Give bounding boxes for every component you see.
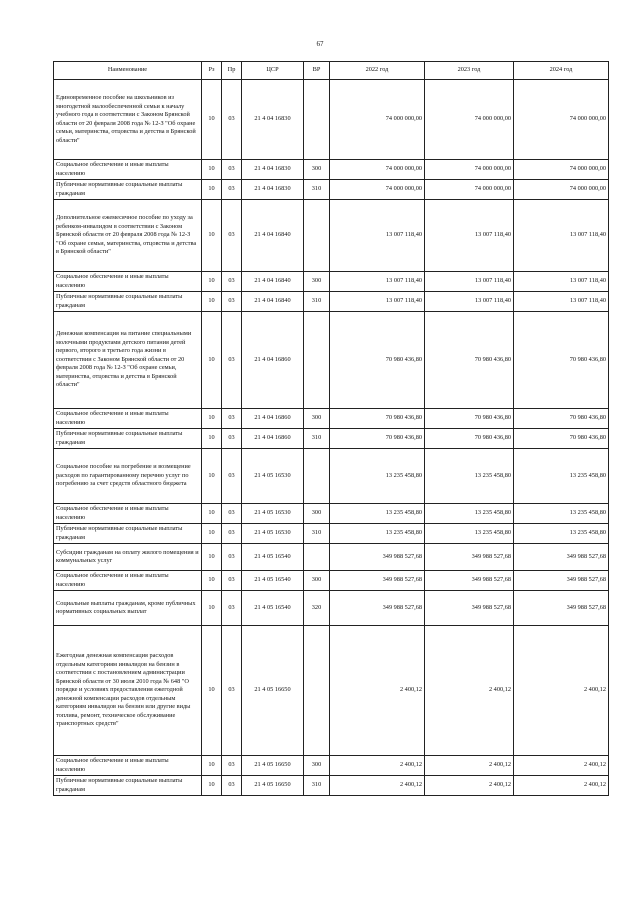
table-row bbox=[54, 449, 609, 504]
row-2024: 70 980 436,80 bbox=[514, 312, 609, 409]
row-2024: 13 235 458,80 bbox=[514, 504, 609, 524]
table-row bbox=[54, 544, 609, 571]
row-rz: 10 bbox=[202, 626, 222, 756]
row-rz: 10 bbox=[202, 409, 222, 429]
header-vr: ВР bbox=[304, 62, 330, 80]
row-pr: 03 bbox=[222, 756, 242, 776]
row-2024: 13 235 458,80 bbox=[514, 524, 609, 544]
row-name: Публичные нормативные социальные выплаты гражданам bbox=[54, 524, 202, 544]
row-pr: 03 bbox=[222, 449, 242, 504]
table-row bbox=[54, 429, 609, 449]
row-rz: 10 bbox=[202, 160, 222, 180]
row-pr: 03 bbox=[222, 160, 242, 180]
row-name: Социальное обеспечение и иные выплаты населению bbox=[54, 504, 202, 524]
row-pr: 03 bbox=[222, 524, 242, 544]
row-2022: 74 000 000,00 bbox=[330, 80, 425, 160]
row-pr: 03 bbox=[222, 409, 242, 429]
row-pr: 03 bbox=[222, 429, 242, 449]
row-2022: 13 235 458,80 bbox=[330, 449, 425, 504]
row-2024: 349 988 527,68 bbox=[514, 591, 609, 626]
row-name: Единовременное пособие на школьников из многодетной малообеспеченной семьи к началу учебного года в соответствии с Законом Брянской области от 20 февраля 2008 года № 12-З "Об охране семьи, материнства, отцовства и детства в Брянской области" bbox=[54, 80, 202, 160]
row-rz: 10 bbox=[202, 292, 222, 312]
table-row bbox=[54, 312, 609, 409]
header-2024: 2024 год bbox=[514, 62, 609, 80]
row-pr: 03 bbox=[222, 312, 242, 409]
row-pr: 03 bbox=[222, 292, 242, 312]
row-2024: 2 400,12 bbox=[514, 776, 609, 796]
row-rz: 10 bbox=[202, 504, 222, 524]
row-vr: 310 bbox=[304, 524, 330, 544]
row-2023: 349 988 527,68 bbox=[425, 571, 514, 591]
row-2022: 70 980 436,80 bbox=[330, 312, 425, 409]
row-2024: 13 007 118,40 bbox=[514, 272, 609, 292]
row-2023: 74 000 000,00 bbox=[425, 80, 514, 160]
row-vr bbox=[304, 449, 330, 504]
budget-table bbox=[53, 61, 609, 796]
table-row bbox=[54, 524, 609, 544]
table-row bbox=[54, 591, 609, 626]
row-pr: 03 bbox=[222, 80, 242, 160]
row-2022: 349 988 527,68 bbox=[330, 591, 425, 626]
row-2023: 13 235 458,80 bbox=[425, 449, 514, 504]
row-2022: 2 400,12 bbox=[330, 776, 425, 796]
row-name: Социальное обеспечение и иные выплаты населению bbox=[54, 160, 202, 180]
row-csr: 21 4 05 16530 bbox=[242, 524, 304, 544]
row-2023: 13 007 118,40 bbox=[425, 292, 514, 312]
row-vr: 300 bbox=[304, 504, 330, 524]
row-name: Субсидии гражданам на оплату жилого помещения и коммунальных услуг bbox=[54, 544, 202, 571]
row-csr: 21 4 05 16540 bbox=[242, 571, 304, 591]
row-name: Социальное обеспечение и иные выплаты населению bbox=[54, 756, 202, 776]
row-csr: 21 4 04 16860 bbox=[242, 429, 304, 449]
row-2024: 74 000 000,00 bbox=[514, 80, 609, 160]
row-2024: 2 400,12 bbox=[514, 756, 609, 776]
row-2023: 70 980 436,80 bbox=[425, 409, 514, 429]
row-2022: 13 007 118,40 bbox=[330, 200, 425, 272]
row-2023: 70 980 436,80 bbox=[425, 312, 514, 409]
row-2022: 70 980 436,80 bbox=[330, 409, 425, 429]
header-name: Наименование bbox=[54, 62, 202, 80]
table-row bbox=[54, 776, 609, 796]
row-pr: 03 bbox=[222, 544, 242, 571]
header-pr: Пр bbox=[222, 62, 242, 80]
row-2024: 13 007 118,40 bbox=[514, 200, 609, 272]
row-csr: 21 4 04 16830 bbox=[242, 80, 304, 160]
row-pr: 03 bbox=[222, 504, 242, 524]
row-rz: 10 bbox=[202, 524, 222, 544]
row-2022: 349 988 527,68 bbox=[330, 571, 425, 591]
row-name: Социальные выплаты гражданам, кроме публичных нормативных социальных выплат bbox=[54, 591, 202, 626]
header-2023: 2023 год bbox=[425, 62, 514, 80]
table-row bbox=[54, 160, 609, 180]
row-pr: 03 bbox=[222, 626, 242, 756]
row-pr: 03 bbox=[222, 180, 242, 200]
header-2022: 2022 год bbox=[330, 62, 425, 80]
row-vr: 320 bbox=[304, 591, 330, 626]
row-csr: 21 4 04 16840 bbox=[242, 292, 304, 312]
row-2023: 74 000 000,00 bbox=[425, 160, 514, 180]
row-vr: 300 bbox=[304, 756, 330, 776]
row-pr: 03 bbox=[222, 571, 242, 591]
row-name: Денежная компенсация на питание специальными молочными продуктами детского питания детей первого, второго и третьего года жизни в соответствии с Законом Брянской области от 20 февраля 2008 года № 12-З "Об охране семьи, материнства, отцовства и детства в Брянской области" bbox=[54, 312, 202, 409]
row-2023: 13 235 458,80 bbox=[425, 524, 514, 544]
row-2023: 2 400,12 bbox=[425, 756, 514, 776]
row-csr: 21 4 05 16540 bbox=[242, 544, 304, 571]
row-vr: 310 bbox=[304, 292, 330, 312]
row-2024: 13 007 118,40 bbox=[514, 292, 609, 312]
row-pr: 03 bbox=[222, 776, 242, 796]
row-rz: 10 bbox=[202, 756, 222, 776]
table-row bbox=[54, 80, 609, 160]
row-2023: 2 400,12 bbox=[425, 776, 514, 796]
row-vr: 310 bbox=[304, 429, 330, 449]
row-2023: 349 988 527,68 bbox=[425, 591, 514, 626]
row-pr: 03 bbox=[222, 591, 242, 626]
row-rz: 10 bbox=[202, 776, 222, 796]
row-2022: 2 400,12 bbox=[330, 626, 425, 756]
row-name: Социальное пособие на погребение и возмещение расходов по гарантированному перечню услуг по погребению за счет средств областного бюджета bbox=[54, 449, 202, 504]
table-row bbox=[54, 409, 609, 429]
row-2022: 74 000 000,00 bbox=[330, 160, 425, 180]
row-csr: 21 4 05 16650 bbox=[242, 776, 304, 796]
row-vr bbox=[304, 80, 330, 160]
row-2024: 13 235 458,80 bbox=[514, 449, 609, 504]
row-2023: 13 235 458,80 bbox=[425, 504, 514, 524]
row-name: Публичные нормативные социальные выплаты гражданам bbox=[54, 180, 202, 200]
row-csr: 21 4 04 16860 bbox=[242, 409, 304, 429]
row-2024: 74 000 000,00 bbox=[514, 160, 609, 180]
row-rz: 10 bbox=[202, 544, 222, 571]
row-2023: 70 980 436,80 bbox=[425, 429, 514, 449]
row-2024: 349 988 527,68 bbox=[514, 571, 609, 591]
row-name: Ежегодная денежная компенсация расходов отдельным категориям инвалидов на бензин в соответствии с постановлением администрации Брянской области от 30 июля 2010 года № 648 "О порядке и условиях предоставления ежегодной денежной компенсации расходов отдельным категориям инвалидов на бензин или другие виды топлива, ремонт, техническое обслуживание транспортных средств" bbox=[54, 626, 202, 756]
row-name: Социальное обеспечение и иные выплаты населению bbox=[54, 272, 202, 292]
page-number: 67 bbox=[316, 40, 324, 48]
row-vr: 300 bbox=[304, 571, 330, 591]
row-vr: 310 bbox=[304, 180, 330, 200]
row-vr: 300 bbox=[304, 409, 330, 429]
table-row bbox=[54, 200, 609, 272]
row-rz: 10 bbox=[202, 272, 222, 292]
row-rz: 10 bbox=[202, 80, 222, 160]
row-csr: 21 4 04 16840 bbox=[242, 200, 304, 272]
header-csr: ЦСР bbox=[242, 62, 304, 80]
table-row bbox=[54, 272, 609, 292]
row-name: Публичные нормативные социальные выплаты гражданам bbox=[54, 429, 202, 449]
row-name: Публичные нормативные социальные выплаты гражданам bbox=[54, 776, 202, 796]
row-csr: 21 4 04 16860 bbox=[242, 312, 304, 409]
row-vr bbox=[304, 200, 330, 272]
table-row bbox=[54, 571, 609, 591]
row-rz: 10 bbox=[202, 180, 222, 200]
row-vr bbox=[304, 626, 330, 756]
table-row bbox=[54, 626, 609, 756]
row-2024: 74 000 000,00 bbox=[514, 180, 609, 200]
row-csr: 21 4 04 16830 bbox=[242, 160, 304, 180]
row-name: Социальное обеспечение и иные выплаты населению bbox=[54, 409, 202, 429]
row-csr: 21 4 04 16830 bbox=[242, 180, 304, 200]
row-csr: 21 4 05 16650 bbox=[242, 756, 304, 776]
header-rz: Рз bbox=[202, 62, 222, 80]
row-name: Дополнительное ежемесячное пособие по уходу за ребенком-инвалидом в соответствии с Законом Брянской области от 20 февраля 2008 года № 12-З "Об охране семьи, материнства, отцовства и детства в Брянской области" bbox=[54, 200, 202, 272]
row-pr: 03 bbox=[222, 200, 242, 272]
row-rz: 10 bbox=[202, 571, 222, 591]
row-2023: 2 400,12 bbox=[425, 626, 514, 756]
row-name: Публичные нормативные социальные выплаты гражданам bbox=[54, 292, 202, 312]
table-header-row bbox=[54, 62, 609, 80]
row-name: Социальное обеспечение и иные выплаты населению bbox=[54, 571, 202, 591]
row-2022: 70 980 436,80 bbox=[330, 429, 425, 449]
row-vr bbox=[304, 312, 330, 409]
row-rz: 10 bbox=[202, 591, 222, 626]
row-csr: 21 4 04 16840 bbox=[242, 272, 304, 292]
row-2022: 13 235 458,80 bbox=[330, 524, 425, 544]
row-vr: 300 bbox=[304, 272, 330, 292]
row-2022: 349 988 527,68 bbox=[330, 544, 425, 571]
table-row bbox=[54, 756, 609, 776]
row-2023: 13 007 118,40 bbox=[425, 200, 514, 272]
row-2023: 349 988 527,68 bbox=[425, 544, 514, 571]
row-rz: 10 bbox=[202, 429, 222, 449]
row-2023: 13 007 118,40 bbox=[425, 272, 514, 292]
row-csr: 21 4 05 16540 bbox=[242, 591, 304, 626]
row-2022: 74 000 000,00 bbox=[330, 180, 425, 200]
row-2024: 70 980 436,80 bbox=[514, 429, 609, 449]
table-row bbox=[54, 504, 609, 524]
row-2022: 13 235 458,80 bbox=[330, 504, 425, 524]
row-2022: 2 400,12 bbox=[330, 756, 425, 776]
row-vr bbox=[304, 544, 330, 571]
row-rz: 10 bbox=[202, 312, 222, 409]
row-2024: 70 980 436,80 bbox=[514, 409, 609, 429]
row-rz: 10 bbox=[202, 449, 222, 504]
row-csr: 21 4 05 16650 bbox=[242, 626, 304, 756]
row-pr: 03 bbox=[222, 272, 242, 292]
row-csr: 21 4 05 16530 bbox=[242, 504, 304, 524]
row-2023: 74 000 000,00 bbox=[425, 180, 514, 200]
table-row bbox=[54, 292, 609, 312]
row-vr: 310 bbox=[304, 776, 330, 796]
row-2024: 349 988 527,68 bbox=[514, 544, 609, 571]
row-vr: 300 bbox=[304, 160, 330, 180]
row-2022: 13 007 118,40 bbox=[330, 292, 425, 312]
row-2024: 2 400,12 bbox=[514, 626, 609, 756]
row-2022: 13 007 118,40 bbox=[330, 272, 425, 292]
row-rz: 10 bbox=[202, 200, 222, 272]
table-row bbox=[54, 180, 609, 200]
row-csr: 21 4 05 16530 bbox=[242, 449, 304, 504]
